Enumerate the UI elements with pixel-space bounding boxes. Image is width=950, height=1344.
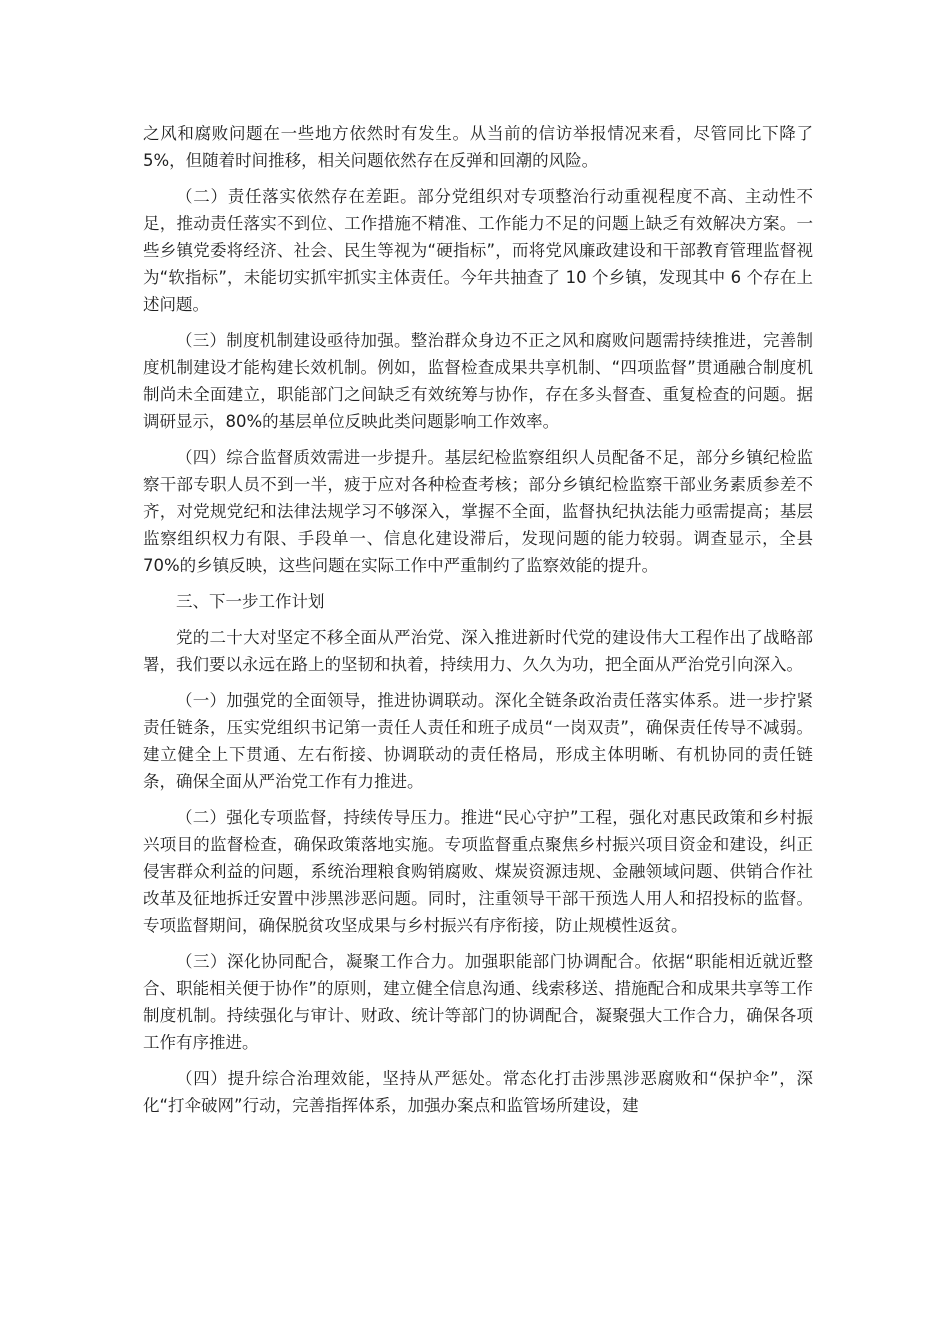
paragraph-coordination: （三）深化协同配合，凝聚工作合力。加强职能部门协调配合。依据“职能相近就近整合、职能相关便于协作”的原则，建立健全信息沟通、线索移送、措施配合和成果共享等工作制度机制。持续强化与审计、财政、统计等部门的协调配合，凝聚强大工作合力，确保各项工作有序推进。	[143, 952, 813, 1052]
paragraph-governance: （四）提升综合治理效能，坚持从严惩处。常态化打击涉黑涉恶腐败和“保护伞”，深化“打伞破网”行动，完善指挥体系，加强办案点和监管场所建设，建	[143, 1069, 813, 1115]
paragraph-supervision-quality: （四）综合监督质效需进一步提升。基层纪检监察组织人员配备不足，部分乡镇纪检监察干部专职人员不到一半，疲于应对各种检查考核；部分乡镇纪检监察干部业务素质参差不齐，对党规党纪和法律法规学习不够深入，掌握不全面，监督执纪执法能力亟需提高；基层监察组织权力有限、手段单一、信息化建设滞后，发现问题的能力较弱。调查显示，全县 70%的乡镇反映，这些问题在实际工作中严重制约了监察效能的提升。	[143, 448, 813, 575]
paragraph-continuation: 之风和腐败问题在一些地方依然时有发生。从当前的信访举报情况来看，尽管同比下降了 5%，但随着时间推移，相关问题依然存在反弹和回潮的风险。	[143, 124, 813, 170]
paragraph-system-mechanism: （三）制度机制建设亟待加强。整治群众身边不正之风和腐败问题需持续推进，完善制度机制建设才能构建长效机制。例如，监督检查成果共享机制、“四项监督”贯通融合制度机制尚未全面建立，职能部门之间缺乏有效统筹与协作，存在多头督查、重复检查的问题。据调研显示，80%的基层单位反映此类问题影响工作效率。	[143, 331, 813, 431]
paragraph-responsibility-gap: （二）责任落实依然存在差距。部分党组织对专项整治行动重视程度不高、主动性不足，推动责任落实不到位、工作措施不精准、工作能力不足的问题上缺乏有效解决方案。一些乡镇党委将经济、社会、民生等视为“硬指标”，而将党风廉政建设和干部教育管理监督视为“软指标”，未能切实抓牢抓实主体责任。今年共抽查了 10 个乡镇，发现其中 6 个存在上述问题。	[143, 187, 813, 314]
paragraph-special-supervision: （二）强化专项监督，持续传导压力。推进“民心守护”工程，强化对惠民政策和乡村振兴项目的监督检查，确保政策落地实施。专项监督重点聚焦乡村振兴项目资金和建设，纠正侵害群众利益的问题，系统治理粮食购销腐败、煤炭资源违规、金融领域问题、供销合作社改革及征地拆迁安置中涉黑涉恶问题。同时，注重领导干部干预选人用人和招投标的监督。专项监督期间，确保脱贫攻坚成果与乡村振兴有序衔接，防止规模性返贫。	[143, 808, 813, 935]
document-body	[143, 120, 813, 1128]
section-heading-next-steps: 三、下一步工作计划	[176, 592, 325, 611]
paragraph-party-leadership: （一）加强党的全面领导，推进协调联动。深化全链条政治责任落实体系。进一步拧紧责任链条，压实党组织书记第一责任人责任和班子成员“一岗双责”，确保责任传导不减弱。建立健全上下贯通、左右衔接、协调联动的责任格局，形成主体明晰、有机协同的责任链条，确保全面从严治党工作有力推进。	[143, 691, 813, 791]
paragraph-intro-next-steps: 党的二十大对坚定不移全面从严治党、深入推进新时代党的建设伟大工程作出了战略部署，我们要以永远在路上的坚韧和执着，持续用力、久久为功，把全面从严治党引向深入。	[143, 628, 813, 674]
